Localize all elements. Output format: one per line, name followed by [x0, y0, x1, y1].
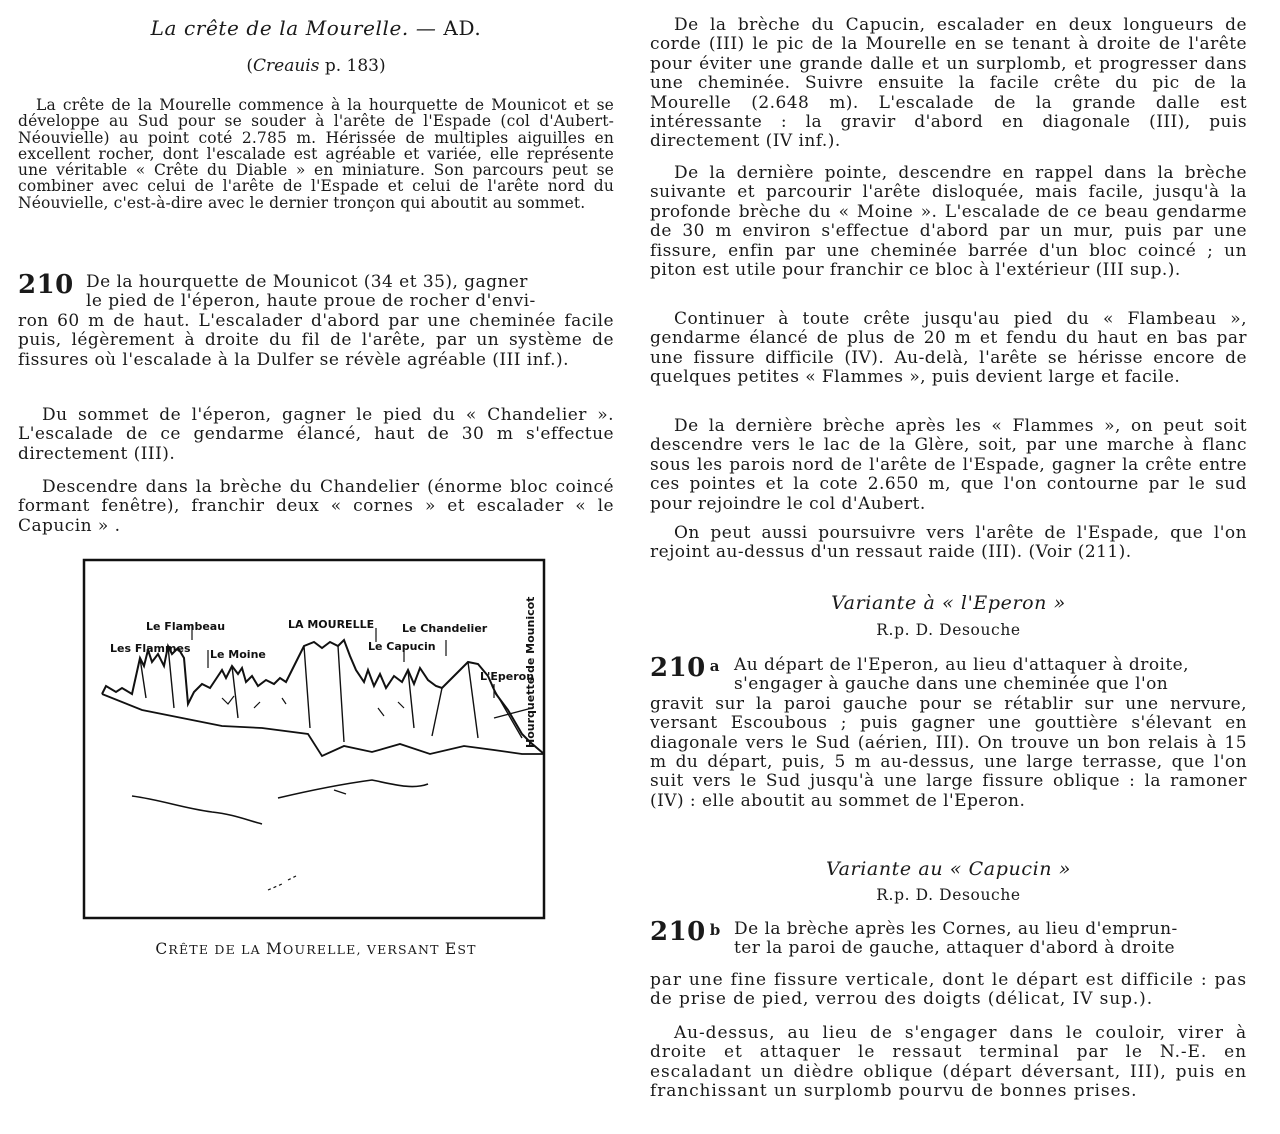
route-line-1: De la hourquette de Mounicot (34 et 35), gagner [86, 272, 528, 292]
ridge-base [102, 694, 544, 756]
reference-name: Creauis [253, 56, 320, 76]
terrain-dashes [268, 876, 296, 890]
route-210b-line-1: De la brèche après les Cornes, au lieu d'emprun- [734, 919, 1178, 939]
paragraph-brèche-capucin: De la brèche du Capucin, escalader en deux longueurs de corde (III) le pic de la Mourelle en se tenant à droite de l'arête pour éviter une grande dalle et un surplomb, et progresser dans une cheminée. Suivre ensuite la facile crête du pic de la Mourelle (2.648 m). L'escalade de la grande dalle est intéressante : la gravir d'abord en diagonale (III), puis directement (IV inf.). [650, 15, 1247, 152]
paragraph-chandelier: Du sommet de l'éperon, gagner le pied du « Chandelier ». L'escalade de ce gendarme élancé, haut de 30 m s'effectue directement (III). [18, 405, 614, 464]
intro-paragraph: La crête de la Mourelle commence à la hourquette de Mounicot et se développe au Sud pour se souder à l'arête de l'Espade (col d'Aubert-Néouvielle) au point coté 2.785 m. Hérissée de multiples aiguilles en excellent rocher, dont l'escalade est agréable et variée, elle représente une véritable « Crête du Diable » en miniature. Son parcours peut se combiner avec celui de l'arête de l'Espade et celui de l'arête nord du Néouvielle, c'est-à-dire avec le dernier tronçon qui aboutit au sommet. [18, 96, 614, 212]
route-210b-line-2: ter la paroi de gauche, attaquer d'abord à droite [734, 938, 1176, 959]
route-line-2: le pied de l'éperon, haute proue de rocher d'envi- [86, 291, 536, 312]
paragraph-flambeau: Continuer à toute crête jusqu'au pied du « Flambeau », gendarme élancé de plus de 20 m et fendu du haut en bas par une fissure difficile (IV). Au-delà, l'arête se hérisse encore de quelques petites « Flammes », puis devient large et facile. [650, 309, 1247, 388]
figure-frame [84, 560, 544, 918]
section-title [18, 16, 614, 40]
variant-capucin-author: R.p. D. Desouche [876, 886, 1021, 904]
label-flambeau: Le Flambeau [146, 620, 226, 633]
label-chandelier: Le Chandelier [402, 622, 488, 635]
ridge-sketch [82, 558, 562, 920]
variant-capucin-title: Variante au « Capucin » [826, 858, 1071, 880]
reference-page: p. 183 [324, 56, 379, 76]
paragraph-capucin: Descendre dans la brèche du Chandelier (énorme bloc coincé formant fenêtre), franchir deux « cornes » et escalader « le Capucin » . [18, 477, 614, 536]
guide-reference: (Creauis p. 183) [246, 56, 386, 76]
grade-label: AD. [443, 16, 482, 40]
rock-detail [222, 696, 404, 716]
ridge-sketch-figure [82, 558, 562, 920]
label-eperon: L'Eperon [480, 670, 535, 683]
route-210 [18, 270, 614, 370]
paragraph-flammes: De la dernière brèche après les « Flammes », on peut soit descendre vers le lac de la Glère, soit, par une marche à flanc sous les parois nord de l'arête de l'Espade, gagner la crête entre ces pointes et la cote 2.650 m, que l'on contourne par le sud pour rejoindre le col d'Aubert. [650, 416, 1247, 514]
route-210a-line-1: Au départ de l'Eperon, au lieu d'attaquer à droite, [734, 655, 1190, 675]
route-number-210b: 210 $^b$ [650, 917, 721, 947]
route-number: 210 [18, 270, 74, 300]
route-210b [650, 917, 1247, 1010]
route-210a [650, 653, 1247, 811]
terrain-tick [334, 790, 346, 794]
variant-eperon-author: R.p. D. Desouche [876, 621, 1021, 639]
label-leaders [192, 624, 494, 698]
variant-eperon-title: Variante à « l'Eperon » [831, 592, 1066, 614]
figure-caption: CRÊTE DE LA MOURELLE, VERSANT EST [155, 940, 477, 958]
label-mourelle: LA MOURELLE [288, 618, 375, 631]
route-210b-body: par une fine fissure verticale, dont le départ est difficile : pas de prise de pied, verrou des doigts (délicat, IV sup.). [650, 969, 1247, 1010]
paragraph-espade: On peut aussi poursuivre vers l'arête de l'Espade, que l'on rejoint au-dessus d'un ressaut raide (III). (Voir (211). [650, 523, 1247, 563]
paragraph-moine: De la dernière pointe, descendre en rappel dans la brèche suivante et parcourir l'arête disloquée, mais facile, jusqu'à la profonde brèche du « Moine ». L'escalade de ce beau gendarme de 30 m environ s'effectue d'abord par un mur, puis par une fissure, enfin par une cheminée barrée d'un bloc coincé ; un piton est utile pour franchir ce bloc à l'extérieur (III sup.). [650, 163, 1247, 281]
label-capucin: Le Capucin [368, 640, 436, 653]
route-210a-line-2: s'engager à gauche dans une cheminée que l'on [734, 674, 1169, 695]
paragraph-ressaut-terminal: Au-dessus, au lieu de s'engager dans le couloir, virer à droite et attaquer le ressaut terminal par le N.-E. en escaladant un dièdre oblique (départ déversant, III), puis en franchissant un surplomb pourvu de bonnes prises. [650, 1023, 1247, 1102]
terrain-line-1 [132, 796, 262, 824]
label-moine: Le Moine [210, 648, 266, 661]
route-number-210a: 210 $^a$ [650, 653, 721, 683]
route-body: ron 60 m de haut. L'escalader d'abord par une cheminée facile puis, légèrement à droite du fil de l'arête, par un système de fissures où l'escalade à la Dulfer se révèle agréable (III inf.). [18, 310, 614, 370]
section-title-text: La crête de la Mourelle. — [150, 16, 437, 40]
label-hourquette: Hourquette de Mounicot [524, 596, 537, 748]
route-210a-body: gravit sur la paroi gauche pour se rétablir sur une nervure, versant Escoubous ; puis gagner une gouttière s'élevant en diagonale vers le Sud (aérien, III). On trouve un bon relais à 15 m du départ, puis, 5 m au-dessus, une large terrasse, que l'on suit vers le Sud jusqu'à une large fissure oblique : la ramoner (IV) : elle aboutit au sommet de l'Eperon. [650, 693, 1247, 811]
label-flammes: Les Flammes [110, 642, 191, 655]
terrain-line-2 [278, 780, 428, 798]
